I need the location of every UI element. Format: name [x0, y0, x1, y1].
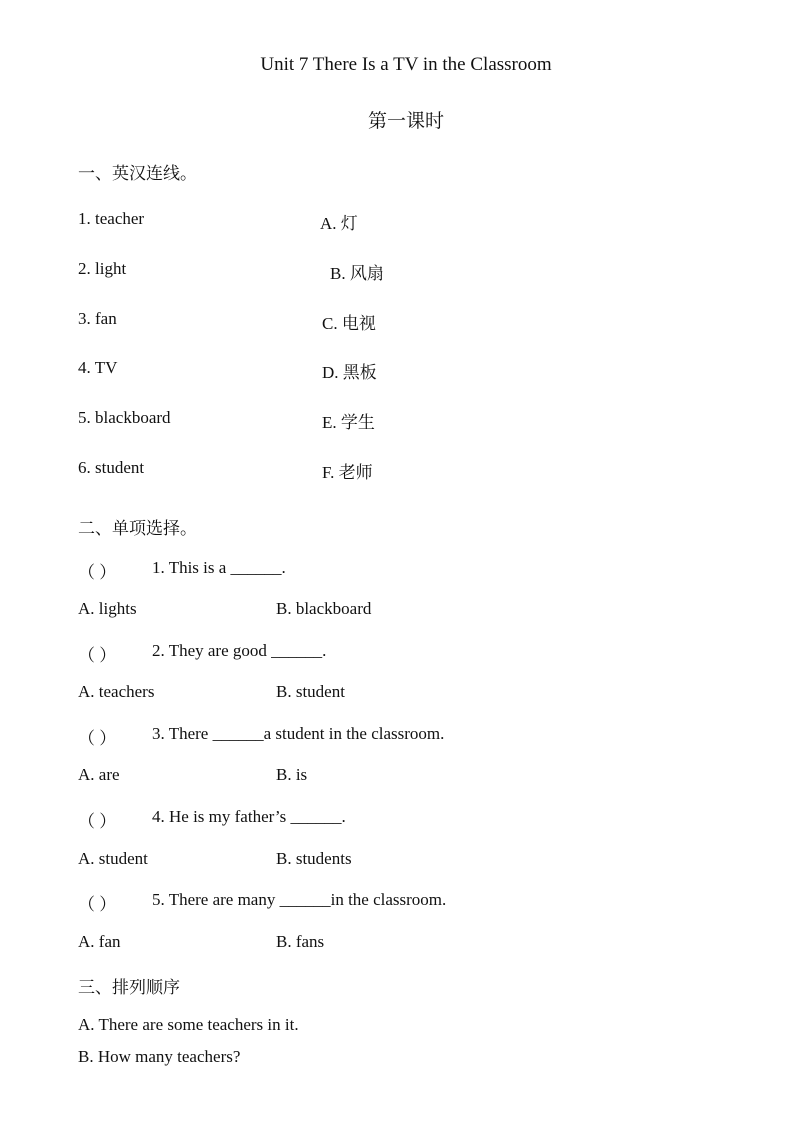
ordering-item-a: A. There are some teachers in it.	[78, 1015, 299, 1034]
answer-blank-5: （ ）	[78, 895, 117, 914]
question-3-stem: 3. There ______a student in the classroom.	[152, 724, 445, 743]
match-left-4: 4. TV	[78, 358, 118, 377]
question-3-option-a: A. are	[78, 765, 120, 784]
question-1-option-b: B. blackboard	[276, 599, 372, 618]
match-left-5: 5. blackboard	[78, 408, 171, 427]
match-left-3: 3. fan	[78, 309, 117, 328]
question-2-option-a: A. teachers	[78, 682, 155, 701]
section-2-heading: 二、单项选择。	[78, 519, 197, 538]
question-5-option-a: A. fan	[78, 932, 121, 951]
match-right-6: F. 老师	[322, 463, 373, 482]
answer-blank-4: （ ）	[78, 812, 117, 831]
answer-blank-3: （ ）	[78, 729, 117, 748]
question-2-stem: 2. They are good ______.	[152, 641, 327, 660]
match-right-2: B. 风扇	[330, 264, 384, 283]
question-1-stem: 1. This is a ______.	[152, 558, 286, 577]
question-1-option-a: A. lights	[78, 599, 137, 618]
match-left-6: 6. student	[78, 458, 145, 477]
match-right-3: C. 电视	[322, 314, 376, 333]
page-title: Unit 7 There Is a TV in the Classroom	[260, 54, 552, 75]
lesson-subtitle: 第一课时	[367, 111, 444, 132]
match-right-5: E. 学生	[322, 413, 375, 432]
match-right-1: A. 灯	[320, 214, 358, 233]
question-2-option-b: B. student	[276, 682, 345, 701]
section-3-heading: 三、排列顺序	[78, 978, 180, 997]
match-left-2: 2. light	[78, 259, 127, 278]
section-1-heading: 一、英汉连线。	[78, 164, 197, 183]
question-5-stem: 5. There are many ______in the classroom.	[152, 890, 447, 909]
question-3-option-b: B. is	[276, 765, 308, 784]
question-4-stem: 4. He is my father’s ______.	[152, 807, 346, 826]
question-4-option-a: A. student	[78, 849, 148, 868]
match-right-4: D. 黑板	[322, 363, 377, 382]
question-5-option-b: B. fans	[276, 932, 325, 951]
ordering-item-b: B. How many teachers?	[78, 1047, 241, 1066]
match-left-1: 1. teacher	[78, 209, 145, 228]
answer-blank-2: （ ）	[78, 646, 117, 665]
question-4-option-b: B. students	[276, 849, 352, 868]
answer-blank-1: （ ）	[78, 563, 117, 582]
